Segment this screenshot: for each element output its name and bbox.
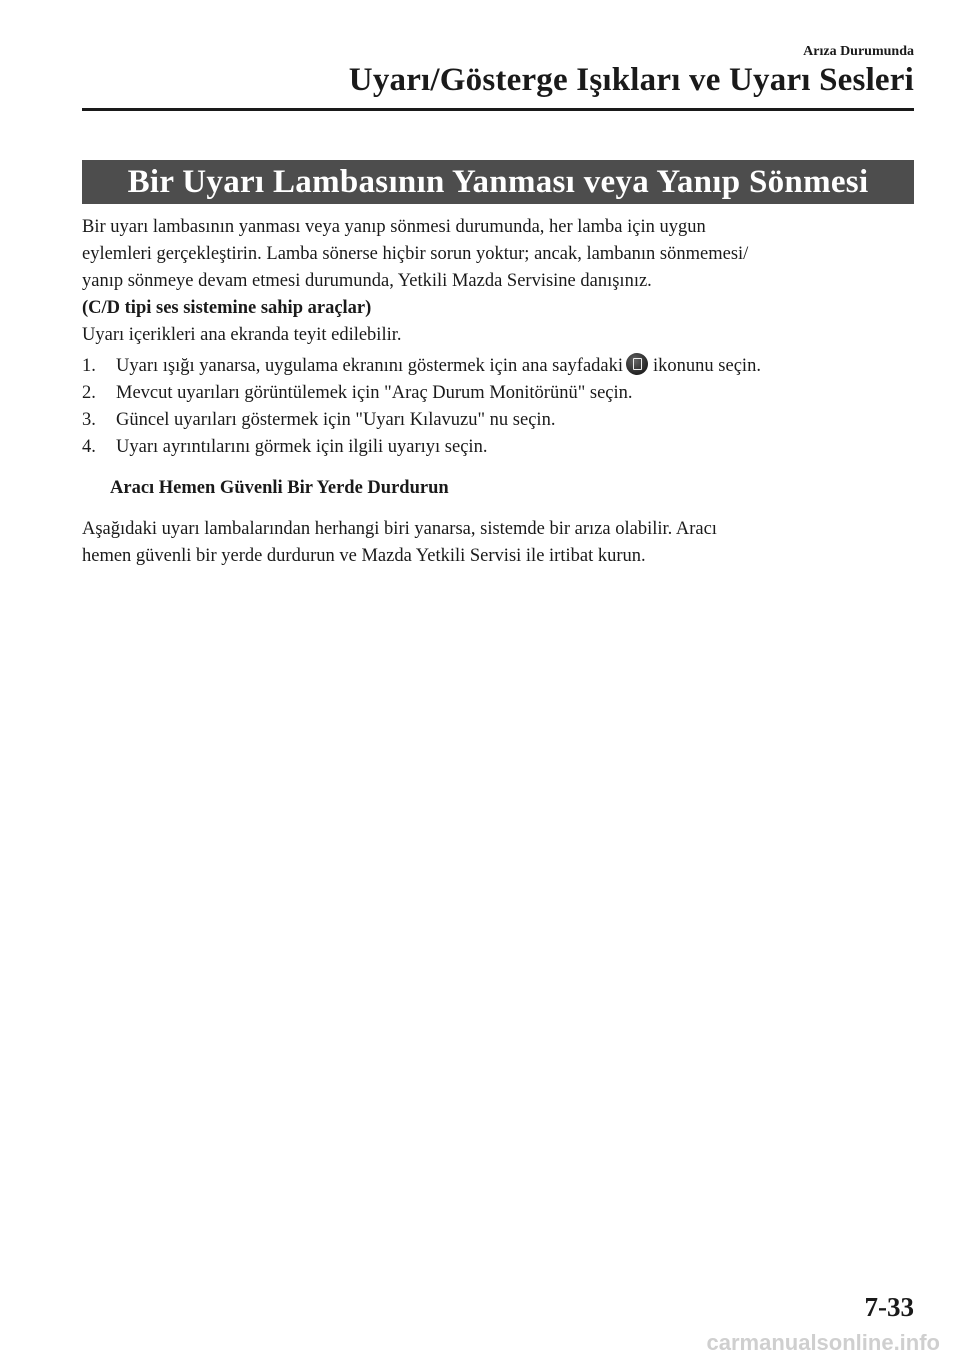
step-text: Uyarı ayrıntılarını görmek için ilgili uyarıyı seçin.: [116, 437, 488, 457]
stop-vehicle-line-2: hemen güvenli bir yerde durdurun ve Mazda Yetkili Servisi ile irtibat kurun.: [82, 546, 646, 566]
step-text: Mevcut uyarıları görüntülemek için "Araç Durum Monitörünü" seçin.: [116, 383, 633, 403]
step-text: Güncel uyarıları göstermek için "Uyarı Kılavuzu" nu seçin.: [116, 410, 556, 430]
step-number: 3.: [82, 410, 96, 430]
applications-icon: [626, 353, 648, 375]
main-content: [82, 214, 914, 570]
step-number: 1.: [82, 356, 96, 376]
stop-vehicle-line-1: Aşağıdaki uyarı lambalarından herhangi biri yanarsa, sistemde bir arıza olabilir. Aracı: [82, 519, 717, 539]
step-text-before: Uyarı ışığı yanarsa, uygulama ekranını göstermek için ana sayfadaki: [116, 356, 624, 376]
list-item: [82, 380, 914, 407]
watermark: carmanualsonline.info: [706, 1330, 940, 1355]
page-title: Uyarı/Gösterge Işıkları ve Uyarı Sesleri: [348, 62, 914, 98]
section-label: Arıza Durumunda: [803, 44, 914, 59]
list-item: [82, 353, 914, 380]
steps-list: [82, 353, 914, 461]
step-text: [116, 353, 761, 380]
header-divider: [82, 108, 914, 111]
step-number: 2.: [82, 383, 96, 403]
page-number: 7-33: [864, 1292, 914, 1322]
step-text-after: ikonunu seçin.: [653, 356, 761, 376]
intro-line-2: eylemleri gerçekleştirin. Lamba sönerse hiçbir sorun yoktur; ancak, lambanın sönmemesi/: [82, 244, 749, 264]
intro-line-1: Bir uyarı lambasının yanması veya yanıp sönmesi durumunda, her lamba için uygun: [82, 217, 706, 237]
intro-line-3: yanıp sönmeye devam etmesi durumunda, Yetkili Mazda Servisine danışınız.: [82, 271, 652, 291]
step-number: 4.: [82, 437, 96, 457]
cd-system-text: Uyarı içerikleri ana ekranda teyit edilebilir.: [82, 325, 402, 345]
section-banner: Bir Uyarı Lambasının Yanması veya Yanıp Sönmesi: [82, 160, 914, 204]
cd-system-heading: (C/D tipi ses sistemine sahip araçlar): [82, 298, 372, 318]
list-item: [82, 407, 914, 434]
stop-vehicle-heading: Aracı Hemen Güvenli Bir Yerde Durdurun: [110, 478, 449, 498]
list-item: [82, 434, 914, 461]
